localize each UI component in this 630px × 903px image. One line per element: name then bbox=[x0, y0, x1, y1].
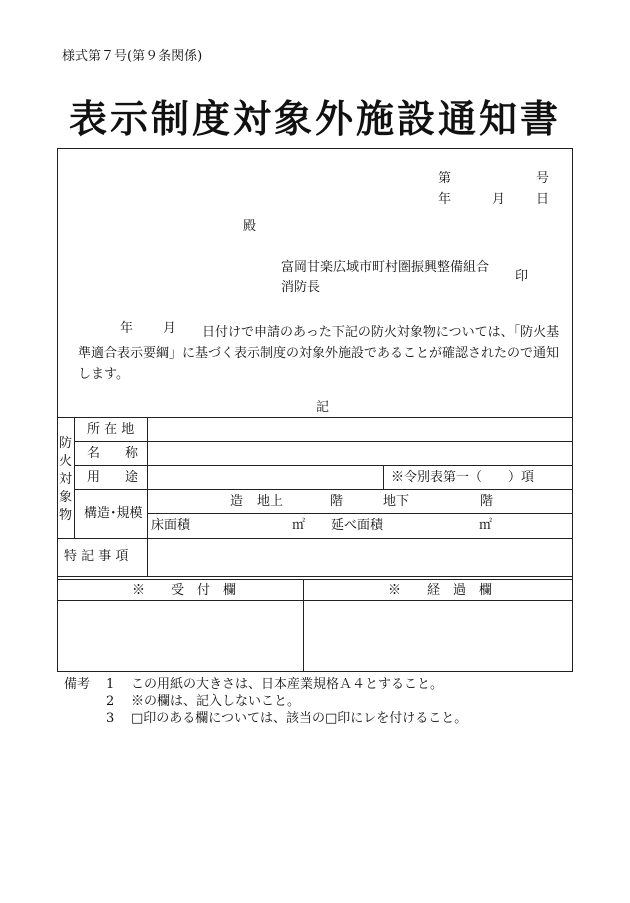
group-label-char: 物 bbox=[58, 508, 72, 523]
floor-area-unit: ㎡ bbox=[292, 518, 306, 533]
seal-mark: 印 bbox=[515, 269, 529, 284]
note-number: 1 bbox=[106, 677, 115, 692]
ki-label: 記 bbox=[316, 400, 330, 415]
above-ground: 地上 bbox=[257, 494, 284, 509]
number-prefix: 第 bbox=[438, 171, 452, 186]
group-label-char: 象 bbox=[58, 490, 72, 505]
table-top-line bbox=[57, 417, 573, 418]
date-day: 日 bbox=[536, 192, 550, 207]
row-line-6b bbox=[57, 579, 573, 580]
group-label-char: 火 bbox=[58, 454, 72, 469]
document-title: 表示制度対象外施設通知書 bbox=[68, 97, 561, 141]
body-text: 日付けで申請のあった下記の防火対象物については、「防火基準適合表示要綱」に基づく表示制度の対象外施設であることが確認されたので通知します。 bbox=[78, 325, 560, 382]
note-text: この用紙の大きさは、日本産業規格Ａ４とすること。 bbox=[131, 677, 444, 692]
row-line-5 bbox=[57, 538, 573, 539]
note-number: 3 bbox=[106, 711, 115, 726]
structure-type: 造 bbox=[230, 494, 244, 509]
group-label-char: 防 bbox=[58, 436, 72, 451]
structure-label: 構造･規模 bbox=[84, 506, 143, 521]
issuer-title: 消防長 bbox=[281, 280, 321, 295]
col-line-label bbox=[147, 417, 148, 576]
above-floors: 階 bbox=[330, 494, 344, 509]
row-line-4 bbox=[147, 513, 573, 514]
col-line-use bbox=[383, 465, 384, 489]
below-floors: 階 bbox=[480, 494, 494, 509]
total-area-unit: ㎡ bbox=[479, 518, 493, 533]
row-line-1 bbox=[74, 441, 573, 442]
date-month: 月 bbox=[492, 192, 506, 207]
body-year: 年 bbox=[120, 321, 134, 336]
reception-label: ※ 受 付 欄 bbox=[132, 583, 237, 598]
remarks-label: 特 記 事 項 bbox=[64, 549, 129, 564]
name-label-1: 名 bbox=[87, 446, 101, 461]
notes-label: 備考 bbox=[64, 677, 91, 692]
row-line-2 bbox=[74, 465, 573, 466]
group-label-char: 対 bbox=[58, 472, 72, 487]
location-label: 所 在 地 bbox=[87, 422, 135, 437]
progress-label: ※ 経 過 欄 bbox=[388, 583, 493, 598]
form-number: 様式第７号(第９条関係) bbox=[62, 49, 203, 64]
note-text: □印のある欄については、該当の□印にレを付けること。 bbox=[131, 711, 468, 726]
addressee-suffix: 殿 bbox=[243, 219, 257, 234]
row-line-6 bbox=[57, 576, 573, 577]
col-line-group bbox=[74, 417, 75, 538]
use-label-1: 用 bbox=[87, 470, 101, 485]
note-number: 2 bbox=[106, 694, 115, 709]
floor-area-label: 床面積 bbox=[151, 518, 191, 533]
col-line-bottom bbox=[303, 579, 304, 672]
below-ground: 地下 bbox=[383, 494, 410, 509]
use-label-2: 途 bbox=[125, 470, 139, 485]
row-line-3 bbox=[74, 489, 573, 490]
note-text: ※の欄は、記入しないこと。 bbox=[131, 694, 301, 709]
total-area-label: 延べ面積 bbox=[331, 518, 384, 533]
body-month: 月 bbox=[163, 321, 177, 336]
number-suffix: 号 bbox=[536, 171, 550, 186]
row-line-7 bbox=[57, 600, 573, 601]
date-year: 年 bbox=[438, 192, 452, 207]
name-label-2: 称 bbox=[125, 446, 139, 461]
issuer-organization: 富岡甘楽広域市町村圏振興整備組合 bbox=[281, 260, 490, 275]
use-classification: ※令別表第一（ ）項 bbox=[391, 470, 535, 485]
